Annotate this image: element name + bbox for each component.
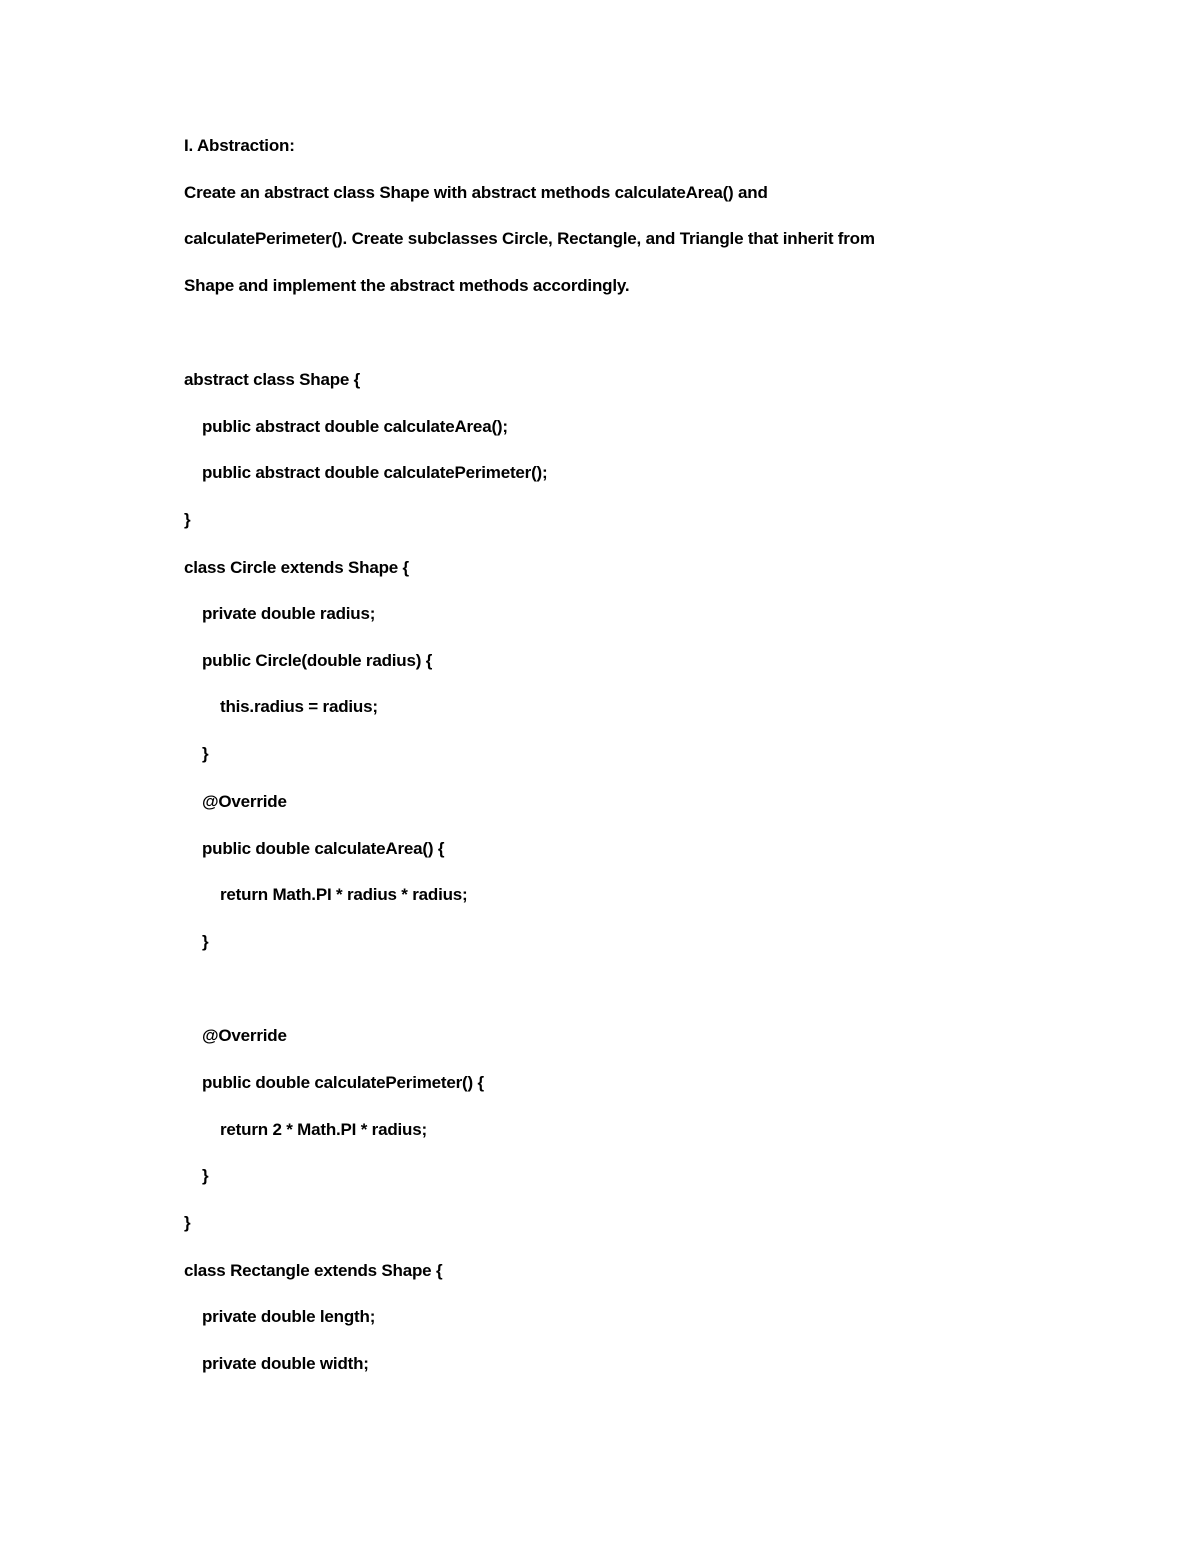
intro-line: Shape and implement the abstract methods accordingly. (184, 276, 630, 295)
code-line: } (202, 932, 209, 951)
code-line: } (184, 510, 191, 529)
code-line: this.radius = radius; (220, 697, 378, 716)
code-line: @Override (202, 792, 287, 811)
code-line: private double width; (202, 1354, 369, 1373)
code-line: return Math.PI * radius * radius; (220, 885, 468, 904)
intro-line: Create an abstract class Shape with abstract methods calculateArea() and (184, 183, 768, 202)
code-line: } (184, 1213, 191, 1232)
code-line: class Circle extends Shape { (184, 558, 409, 577)
code-line: return 2 * Math.PI * radius; (220, 1120, 427, 1139)
code-line: public abstract double calculateArea(); (202, 417, 508, 436)
code-line: class Rectangle extends Shape { (184, 1261, 443, 1280)
code-line: } (202, 744, 209, 763)
code-line: abstract class Shape { (184, 370, 361, 389)
code-line: private double radius; (202, 604, 376, 623)
section-heading: I. Abstraction: (184, 136, 295, 155)
intro-line: calculatePerimeter(). Create subclasses Circle, Rectangle, and Triangle that inherit from (184, 229, 875, 248)
code-line: } (202, 1166, 209, 1185)
code-line: public Circle(double radius) { (202, 651, 433, 670)
code-line: private double length; (202, 1307, 376, 1326)
code-line: public abstract double calculatePerimeter(); (202, 463, 548, 482)
code-line: @Override (202, 1026, 287, 1045)
code-line: public double calculatePerimeter() { (202, 1073, 484, 1092)
code-line: public double calculateArea() { (202, 839, 445, 858)
